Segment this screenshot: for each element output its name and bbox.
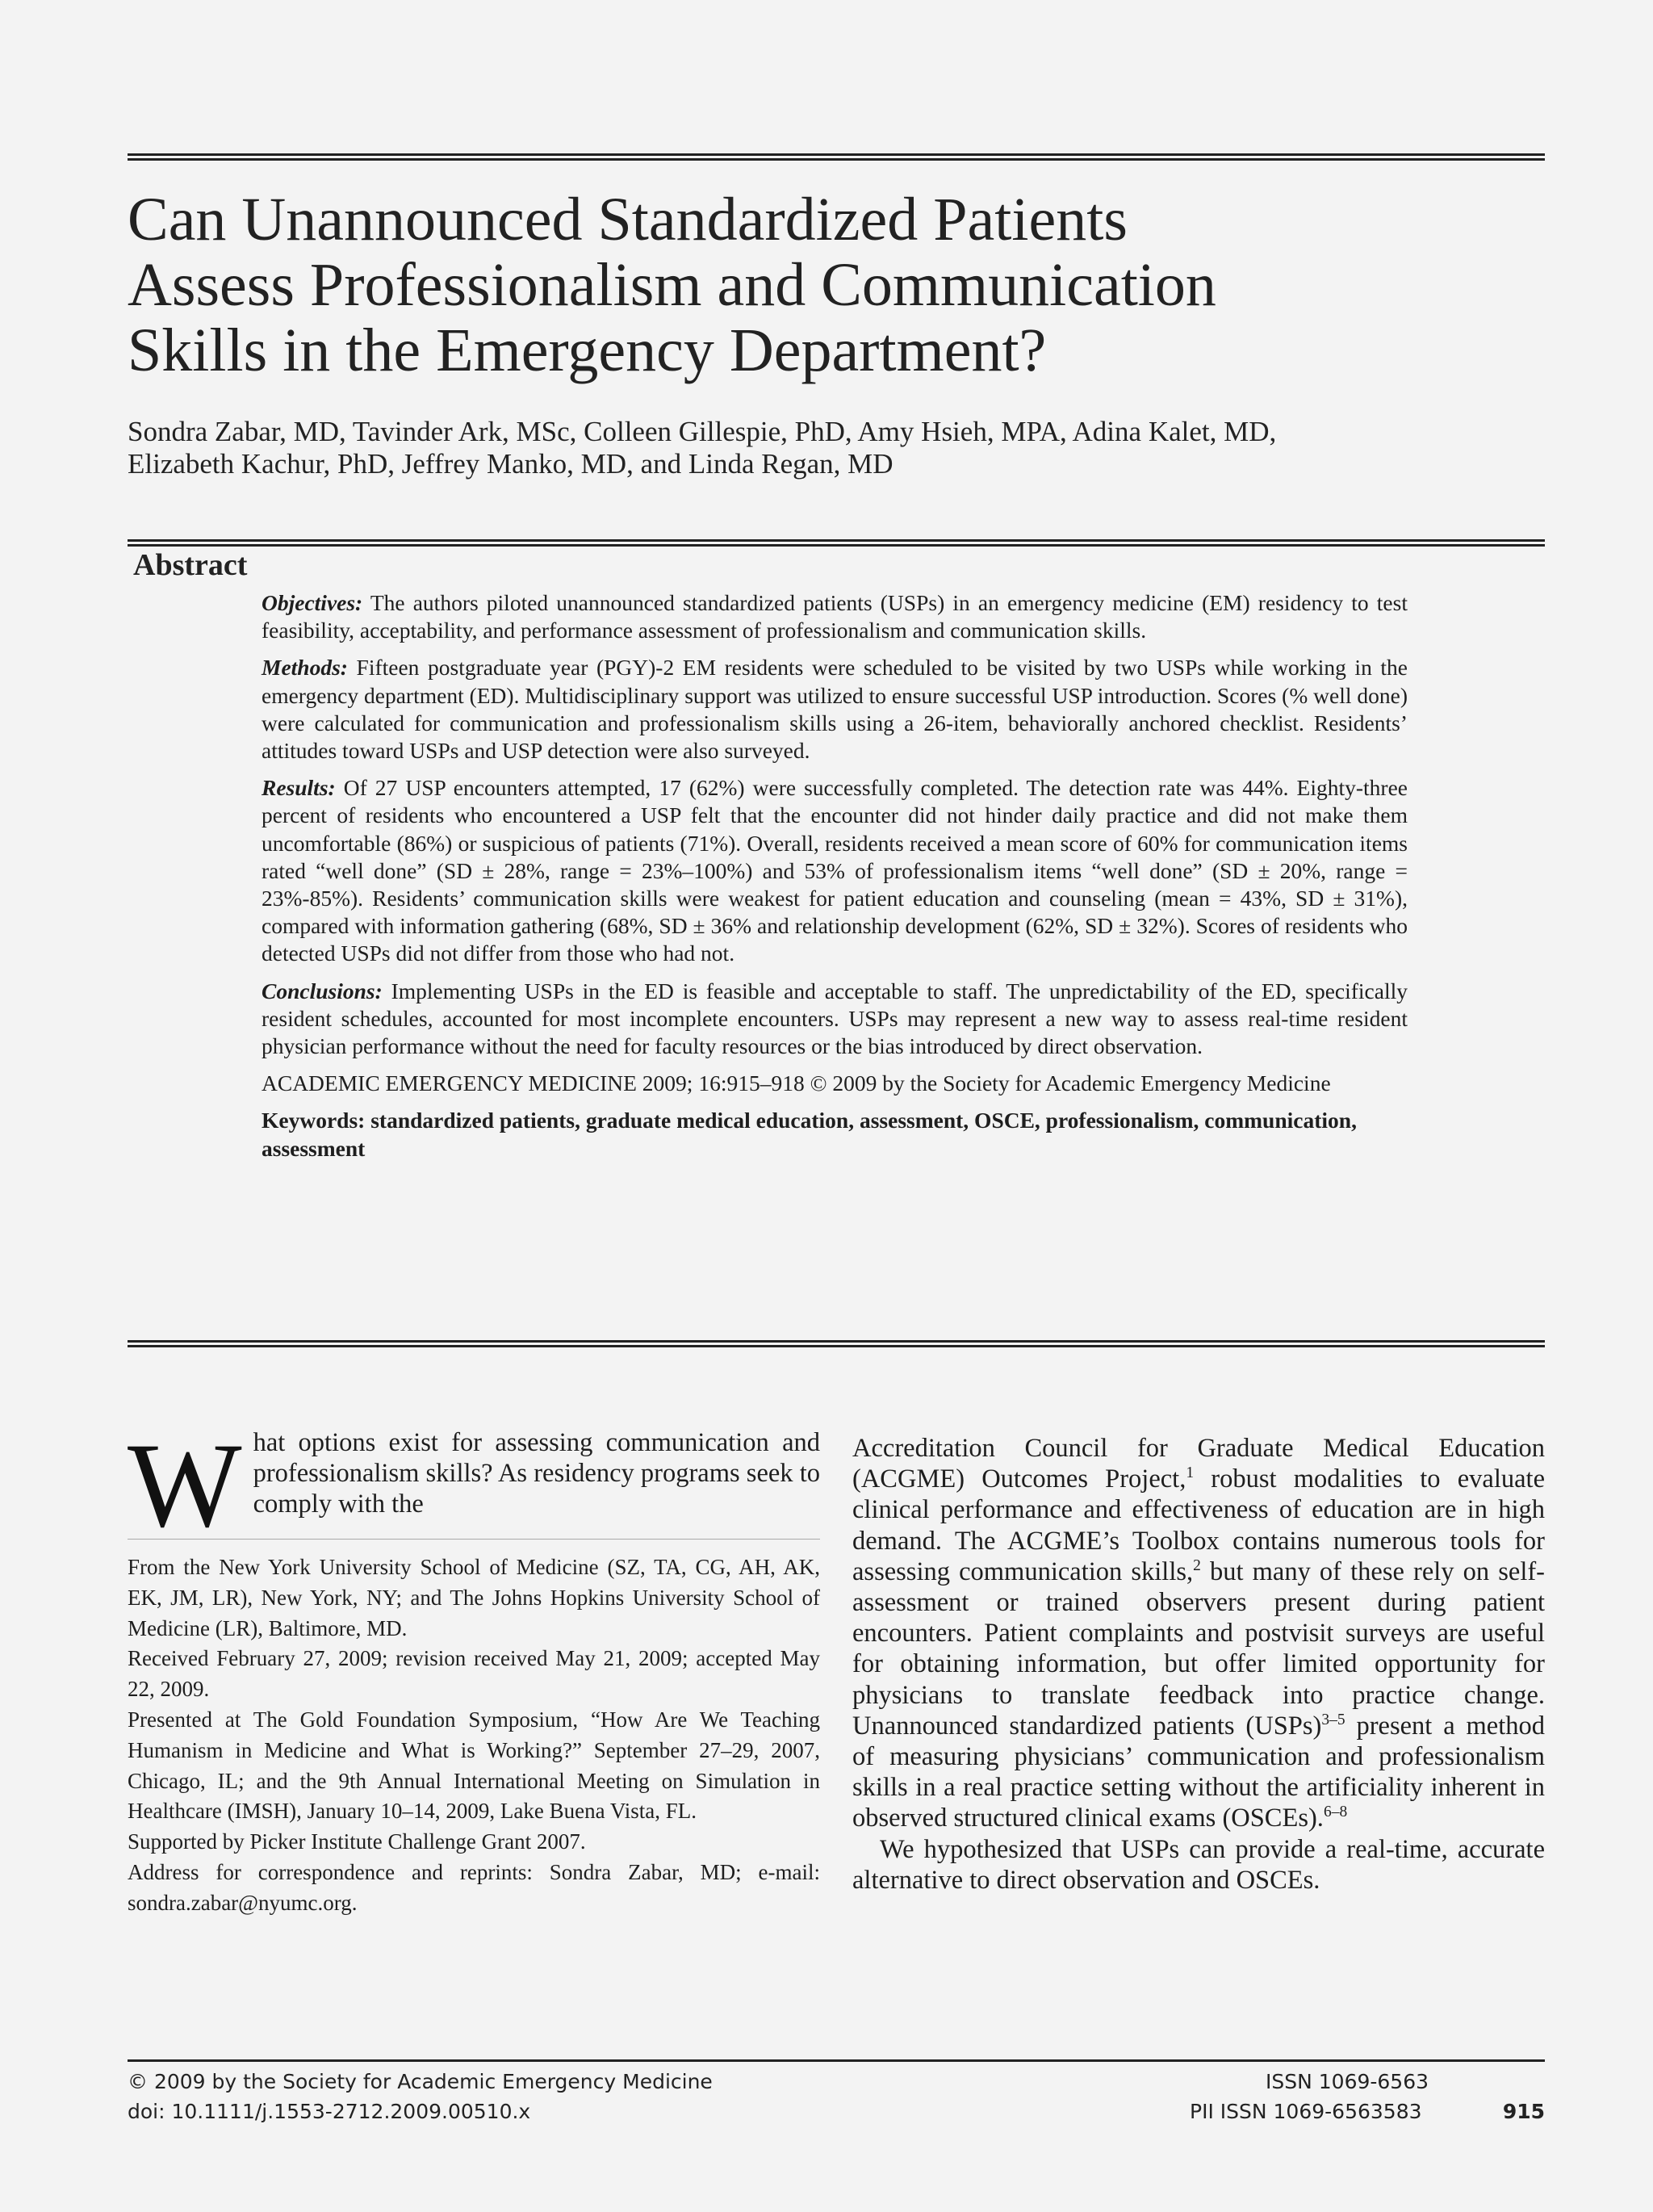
title-line: Can Unannounced Standardized Patients xyxy=(128,186,1128,253)
results-text: Of 27 USP encounters attempted, 17 (62%) were successfully completed. The detection rate was 44%. Eighty-three percent of residents who encountered a USP felt that the encounter did not hinder daily practice and did not make them uncomfortable (86%) or suspicious of patients (71%). Overall, residents received a mean score of 60% for communication items rated “well done” (SD ± 28%, range = 23%–100%) and 53% of professionalism items “well done” (SD ± 20%, range = 23%-85%). Residents’ communication skills were weakest for patient education and counseling (mean = 43%, SD ± 31%), compared with information gathering (68%, SD ± 36% and relationship development (62%, SD ± 32%). Scores of residents who detected USPs did not differ from those who had not. xyxy=(262,775,1408,966)
title-line: Assess Professionalism and Communication xyxy=(128,251,1216,319)
footer-copyright: © 2009 by the Society for Academic Emergency Medicine xyxy=(128,2070,713,2093)
footnote-presented: Presented at The Gold Foundation Symposium, “How Are We Teaching Humanism in Medicine and What is Working?” September 27–29, 2007, Chicago, IL; and the 9th Annual International Meeting on Simulation in Healthcare (IMSH), January 10–14, 2009, Lake Buena Vista, FL. xyxy=(128,1707,820,1824)
reference-marker: 2 xyxy=(1193,1556,1201,1574)
author-list xyxy=(128,416,1548,480)
abstract-top-rule xyxy=(128,539,1545,547)
footer-issn: ISSN 1069-6563 xyxy=(1266,2070,1429,2093)
journal-citation: ACADEMIC EMERGENCY MEDICINE 2009; 16:915–918 © 2009 by the Society for Academic Emergency Medicine xyxy=(262,1070,1331,1096)
abstract-conclusions xyxy=(262,978,1408,1061)
abstract-heading: Abstract xyxy=(133,548,248,582)
author-line: Elizabeth Kachur, PhD, Jeffrey Manko, MD, and Linda Regan, MD xyxy=(128,448,893,480)
article-title xyxy=(128,187,1548,383)
footer-issn-row xyxy=(1114,2067,1545,2097)
footer-left xyxy=(128,2067,713,2126)
abstract-bottom-rule xyxy=(128,1340,1545,1347)
keywords-text: standardized patients, graduate medical education, assessment, OSCE, professionalism, communication, assessment xyxy=(262,1108,1357,1161)
methods-label: Methods: xyxy=(262,655,348,681)
page-number: 915 xyxy=(1502,2100,1545,2123)
footnote-affiliation: From the New York University School of Medicine (SZ, TA, CG, AH, AK, EK, JM, LR), New York, NY; and The Johns Hopkins University School of Medicine (LR), Baltimore, MD. xyxy=(128,1555,820,1640)
footnotes xyxy=(128,1552,820,1919)
body-text: present a method of measuring physicians’ communication and professionalism skills in a real practice setting without the artificiality inherent in observed structured clinical exams (OSCEs). xyxy=(852,1711,1545,1833)
footer-doi: doi: 10.1111/j.1553-2712.2009.00510.x xyxy=(128,2100,531,2123)
footer-right xyxy=(1114,2067,1545,2126)
intro-text: hat options exist for assessing communication and professionalism skills? As residency programs seek to comply with the xyxy=(253,1428,820,1519)
top-double-rule xyxy=(128,153,1545,161)
drop-cap: W xyxy=(128,1418,242,1552)
body-text: but many of these rely on self-assessment or trained observers present during patient encounters. Patient complaints and postvisit surveys are useful for obtaining information, but offer limited opportunity for physicians to translate feedback into practice change. Unannounced standardized patients (USPs) xyxy=(852,1556,1545,1741)
objectives-label: Objectives: xyxy=(262,590,363,615)
reference-marker: 3–5 xyxy=(1321,1711,1345,1728)
reference-marker: 1 xyxy=(1186,1464,1195,1482)
abstract-keywords xyxy=(262,1107,1408,1162)
methods-text: Fifteen postgraduate year (PGY)-2 EM residents were scheduled to be visited by two USPs while working in the emergency department (ED). Multidisciplinary support was utilized to ensure successful USP introduction. Scores (% well done) were calculated for communication and professionalism skills using a 26-item, behaviorally anchored checklist. Residents’ attitudes toward USPs and USP detection were also surveyed. xyxy=(262,655,1408,764)
keywords-label: Keywords: xyxy=(262,1108,366,1133)
body-paragraph xyxy=(852,1433,1545,1834)
intro-paragraph xyxy=(128,1418,820,1552)
body-text: robust modalities to evaluate clinical performance and effectiveness of education are in high demand. The ACGME’s Toolbox contains numerous tools for assessing communication skills, xyxy=(852,1464,1545,1586)
footer-pii: PII ISSN 1069-6563583 xyxy=(1190,2100,1422,2123)
conclusions-label: Conclusions: xyxy=(262,978,383,1003)
footer-pii-row xyxy=(1114,2097,1545,2126)
abstract-objectives xyxy=(262,589,1408,644)
author-line: Sondra Zabar, MD, Tavinder Ark, MSc, Colleen Gillespie, PhD, Amy Hsieh, MPA, Adina Kalet, MD, xyxy=(128,416,1277,447)
footnote-support: Supported by Picker Institute Challenge Grant 2007. xyxy=(128,1829,586,1854)
abstract-body xyxy=(262,589,1408,1172)
abstract-results xyxy=(262,774,1408,967)
results-label: Results: xyxy=(262,775,336,801)
body-paragraph: We hypothesized that USPs can provide a real-time, accurate alternative to direct observation and OSCEs. xyxy=(852,1834,1545,1895)
title-line: Skills in the Emergency Department? xyxy=(128,316,1047,384)
body-text: Accreditation Council for Graduate Medical Education (ACGME) Outcomes Project, xyxy=(852,1434,1545,1494)
abstract-methods xyxy=(262,654,1408,765)
footer-rule xyxy=(128,2059,1545,2062)
reference-marker: 6–8 xyxy=(1323,1804,1348,1821)
right-column xyxy=(852,1433,1545,1896)
left-column xyxy=(128,1418,820,1919)
footnote-correspondence: Address for correspondence and reprints: Sondra Zabar, MD; e-mail: sondra.zabar@nyumc.org. xyxy=(128,1859,820,1915)
objectives-text: The authors piloted unannounced standardized patients (USPs) in an emergency medicine (EM) residency to test feasibility, acceptability, and performance assessment of professionalism and communication skills. xyxy=(262,590,1408,643)
conclusions-text: Implementing USPs in the ED is feasible and acceptable to staff. The unpredictability of the ED, specifically resident schedules, accounted for most incomplete encounters. USPs may represent a new way to assess real-time resident physician performance without the need for faculty resources or the bias introduced by direct observation. xyxy=(262,978,1408,1059)
footnote-received: Received February 27, 2009; revision received May 21, 2009; accepted May 22, 2009. xyxy=(128,1646,820,1702)
